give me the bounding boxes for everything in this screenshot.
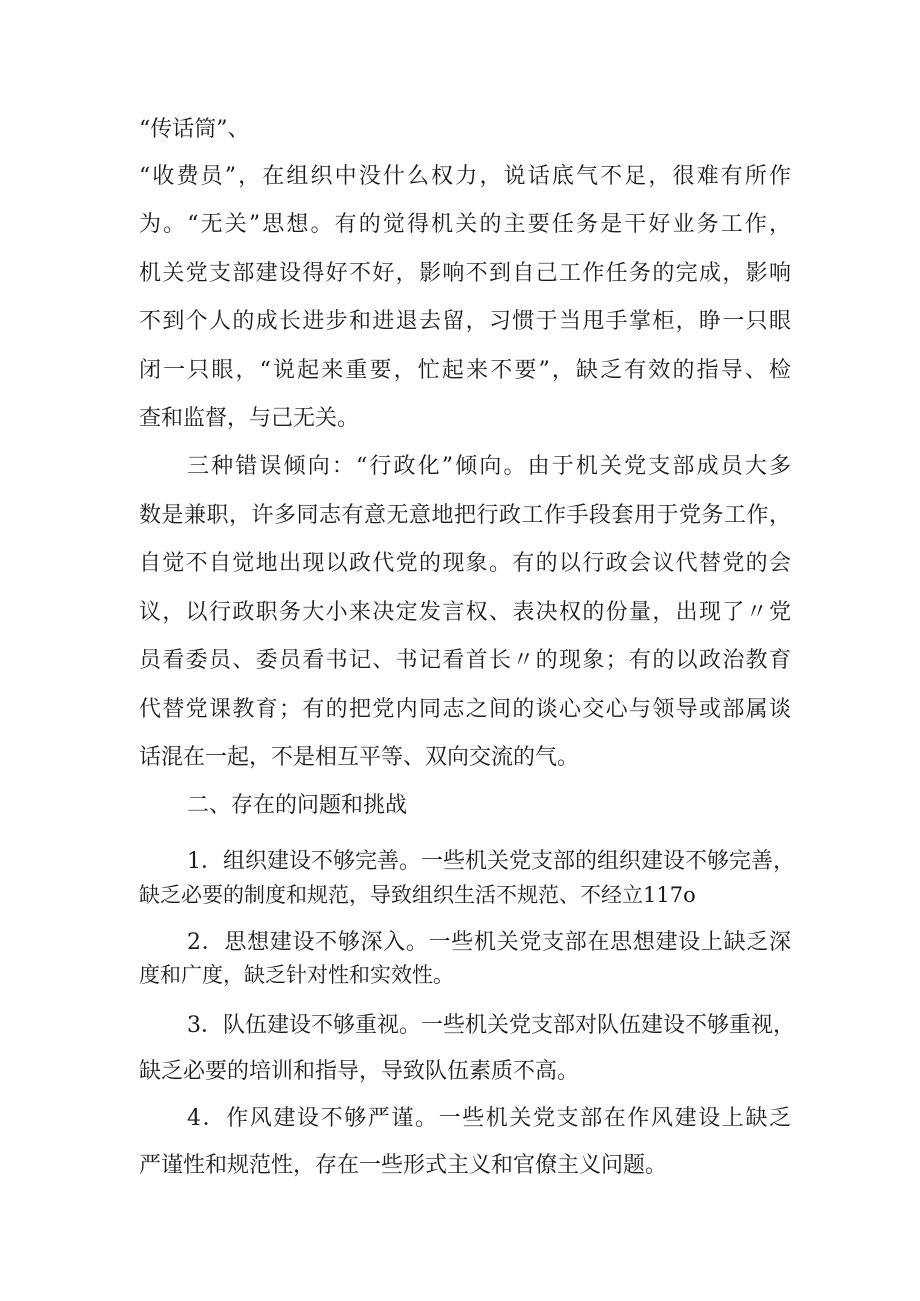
text-line: 缺乏必要的培训和指导，导致队伍素质不高。 — [139, 1059, 580, 1084]
text-line: 自觉不自觉地出现以政代党的现象。有的以行政会议代替党的会 — [139, 551, 791, 576]
text-line: 4．作风建设不够严谨。一些机关党支部在作风建设上缺乏 — [187, 1106, 791, 1131]
text-line: 机关党支部建设得好不好，影响不到自己工作任务的完成，影响 — [139, 261, 791, 286]
text-line: 不到个人的成长进步和进退去留，习惯于当甩手掌柜，睁一只眼 — [139, 309, 791, 334]
text-line: 代替党课教育；有的把党内同志之间的谈心交心与领导或部属谈 — [139, 697, 791, 722]
text-line: 议，以行政职务大小来决定发言权、表决权的份量，出现了〃党 — [139, 600, 791, 625]
text-line: 严谨性和规范性，存在一些形式主义和官僚主义问题。 — [139, 1153, 668, 1178]
text-line: 2．思想建设不够深入。一些机关党支部在思想建设上缺乏深 — [187, 930, 791, 955]
text-line: 闭一只眼，“说起来重要，忙起来不要”，缺乏有效的指导、检 — [139, 358, 791, 383]
section-heading: 二、存在的问题和挑战 — [187, 793, 408, 818]
text-line: 三种错误倾向：“行政化”倾向。由于机关党支部成员大多 — [187, 454, 791, 479]
text-line: 缺乏必要的制度和规范，导致组织生活不规范、不经立117o — [139, 883, 696, 907]
text-line: 度和广度，缺乏针对性和实效性。 — [139, 963, 454, 987]
text-line: “传话筒”、 — [139, 117, 250, 142]
text-line: 为。“无关”思想。有的觉得机关的主要任务是干好业务工作， — [139, 212, 791, 237]
text-line: 3．队伍建设不够重视。一些机关党支部对队伍建设不够重视， — [187, 1013, 795, 1038]
text-line: 数是兼职，许多同志有意无意地把行政工作手段套用于党务工作， — [139, 503, 791, 528]
text-line: 1．组织建设不够完善。一些机关党支部的组织建设不够完善， — [187, 849, 795, 874]
text-line: “收费员”，在组织中没什么权力，说话底气不足，很难有所作 — [139, 164, 791, 189]
text-line: 查和监督，与己无关。 — [139, 406, 360, 431]
text-line: 话混在一起，不是相互平等、双向交流的气。 — [139, 745, 580, 770]
text-line: 员看委员、委员看书记、书记看首长〃的现象；有的以政治教育 — [139, 648, 791, 673]
